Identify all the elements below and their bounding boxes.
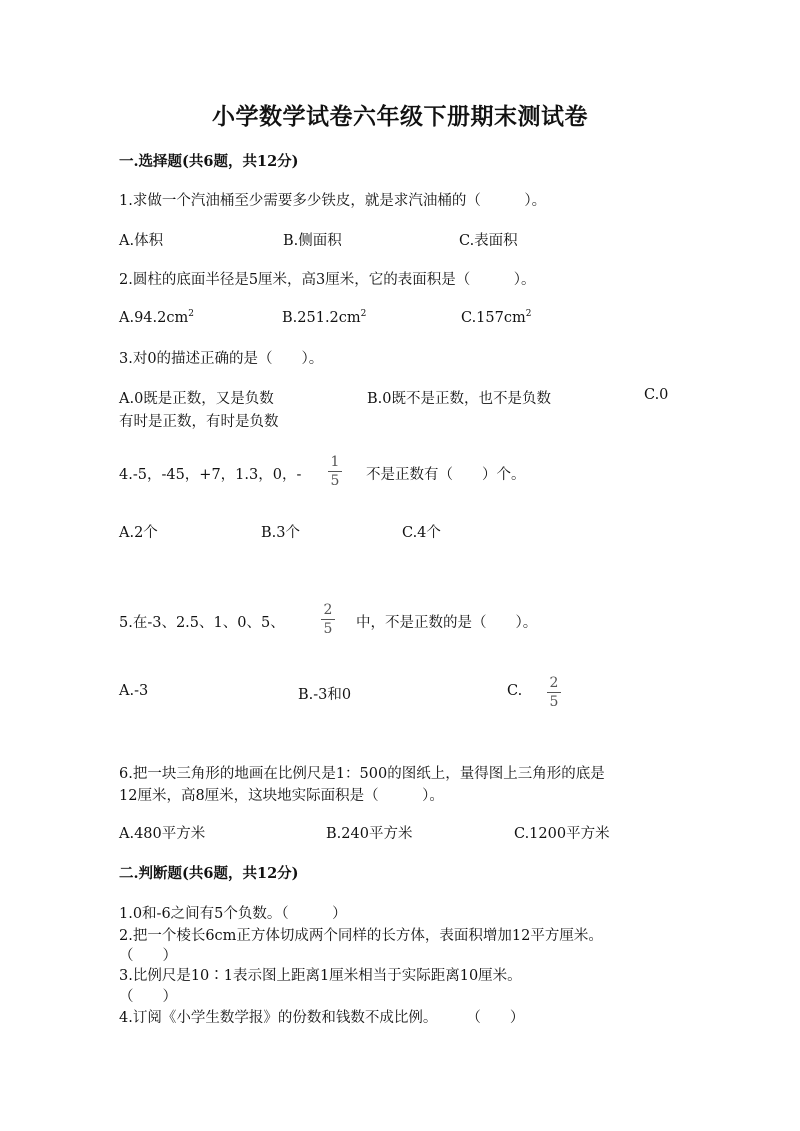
question-4-text: 4.-5，-45，+7，1.3，0，- [119,467,302,483]
question-5-option-b: B.-3和0 [298,687,352,703]
question-3-text: 3.对0的描述正确的是（ ）。 [119,351,324,367]
question-5-fraction: 2 5 [321,602,335,637]
question-3-option-c-continued: 有时是正数，有时是负数 [119,414,279,430]
question-2-option-c: $C.157cm^2$ [461,309,532,326]
judgement-4-text: 4.订阅《小学生数学报》的份数和钱数不成比例。 （ ） [119,1010,525,1026]
question-6-text-line-2: 12厘米，高8厘米，这块地实际面积是（ ）。 [119,788,444,804]
question-1-option-b: B.侧面积 [283,233,342,249]
question-4-option-c: C.4个 [402,525,441,541]
question-5-option-a: A.-3 [119,683,149,699]
question-3-option-c: C.0 [644,387,669,403]
judgement-3-text-line-2: （ ） [119,989,177,1005]
question-4-option-b: B.3个 [261,525,300,541]
question-2-text: 2.圆柱的底面半径是5厘米，高3厘米，它的表面积是（ ）。 [119,272,536,288]
question-6-option-b: B.240平方米 [326,826,413,842]
question-1-option-c: C.表面积 [459,233,518,249]
question-1-option-a: A.体积 [119,233,164,249]
section-heading-choice: 一.选择题(共6题，共12分) [119,153,299,170]
question-4-text-after: 不是正数有（ ）个。 [366,467,526,483]
judgement-3-text-line-1: 3.比例尺是10∶1表示图上距离1厘米相当于实际距离10厘米。 [119,968,522,984]
section-heading-judgement: 二.判断题(共6题，共12分) [119,865,299,882]
question-2-option-b: $B.251.2cm^2$ [282,309,367,326]
question-4-option-a: A.2个 [119,525,158,541]
question-2-option-a: $A.94.2cm^2$ [119,309,194,326]
judgement-1-text: 1.0和-6之间有5个负数。（ ） [119,906,347,922]
question-5-option-c: C. [507,683,523,699]
question-5-text: 5.在-3、2.5、1、0、5、 [119,615,285,631]
judgement-2-text-line-2: （ ） [119,948,177,964]
question-6-option-c: C.1200平方米 [514,826,610,842]
question-1-text: 1.求做一个汽油桶至少需要多少铁皮，就是求汽油桶的（ ）。 [119,193,547,209]
question-5-text-after: 中，不是正数的是（ ）。 [356,615,538,631]
question-5-option-c-fraction: 2 5 [547,675,561,710]
question-3-option-b: B.0既不是正数，也不是负数 [367,391,551,407]
question-6-option-a: A.480平方米 [119,826,206,842]
page-title: 小学数学试卷六年级下册期末测试卷 [212,103,588,130]
judgement-2-text-line-1: 2.把一个棱长6cm正方体切成两个同样的长方体，表面积增加12平方厘米。 [119,928,603,944]
question-3-option-a: A.0既是正数，又是负数 [119,391,274,407]
question-4-fraction: 1 5 [328,454,342,489]
question-6-text-line-1: 6.把一块三角形的地画在比例尺是1：500的图纸上，量得图上三角形的底是 [119,766,605,782]
